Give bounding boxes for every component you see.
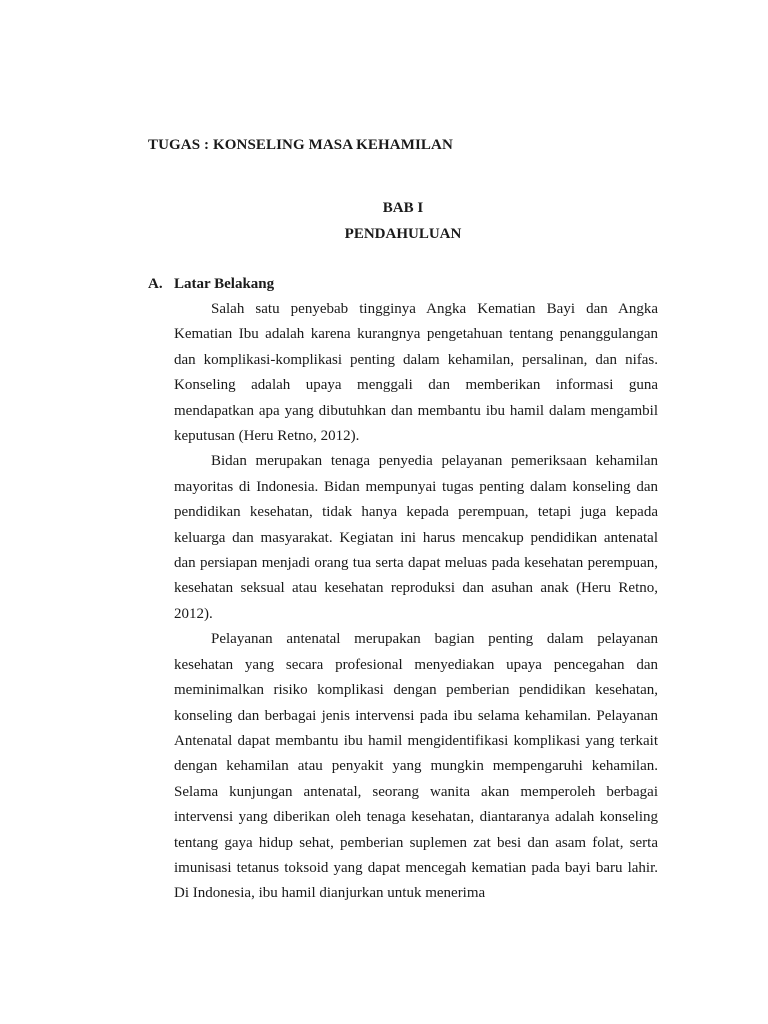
- section-title: Latar Belakang: [174, 276, 275, 292]
- section-heading: [148, 276, 274, 293]
- body-text: [174, 297, 658, 907]
- chapter-title: PENDAHULUAN: [344, 226, 462, 242]
- task-title: TUGAS : KONSELING MASA KEHAMILAN: [148, 137, 453, 153]
- paragraph: Salah satu penyebab tingginya Angka Kematian Bayi dan Angka Kematian Ibu adalah karena kurangnya pengetahuan tentang penanggulangan dan komplikasi-komplikasi penting dalam kehamilan, persalinan, dan nifas. Konseling adalah upaya menggali dan memberikan informasi guna mendapatkan apa yang dibutuhkan dan membantu ibu hamil dalam mengambil keputusan (Heru Retno, 2012).: [174, 301, 658, 445]
- chapter-number: BAB I: [382, 200, 424, 216]
- paragraph: Pelayanan antenatal merupakan bagian penting dalam pelayanan kesehatan yang secara profesional menyediakan upaya pencegahan dan meminimalkan risiko komplikasi dengan pemberian pendidikan kesehatan, konseling dan berbagai jenis intervensi pada ibu selama kehamilan. Pelayanan Antenatal dapat membantu ibu hamil mengidentifikasi komplikasi yang terkait dengan kehamilan atau penyakit yang mungkin mempengaruhi kehamilan. Selama kunjungan antenatal, seorang wanita akan memperoleh berbagai intervensi yang diberikan oleh tenaga kesehatan, diantaranya adalah konseling tentang gaya hidup sehat, pemberian suplemen zat besi dan asam folat, serta imunisasi tetanus toksoid yang dapat mencegah kematian pada bayi baru lahir. Di Indonesia, ibu hamil dianjurkan untuk menerima: [174, 631, 658, 902]
- paragraph: Bidan merupakan tenaga penyedia pelayanan pemeriksaan kehamilan mayoritas di Indonesia. Bidan mempunyai tugas penting dalam konseling dan pendidikan kesehatan, tidak hanya kepada perempuan, tetapi juga kepada keluarga dan masyarakat. Kegiatan ini harus mencakup pendidikan antenatal dan persiapan menjadi orang tua serta dapat meluas pada kesehatan perempuan, kesehatan seksual atau kesehatan reproduksi dan asuhan anak (Heru Retno, 2012).: [174, 453, 658, 622]
- section-letter: A.: [148, 276, 163, 292]
